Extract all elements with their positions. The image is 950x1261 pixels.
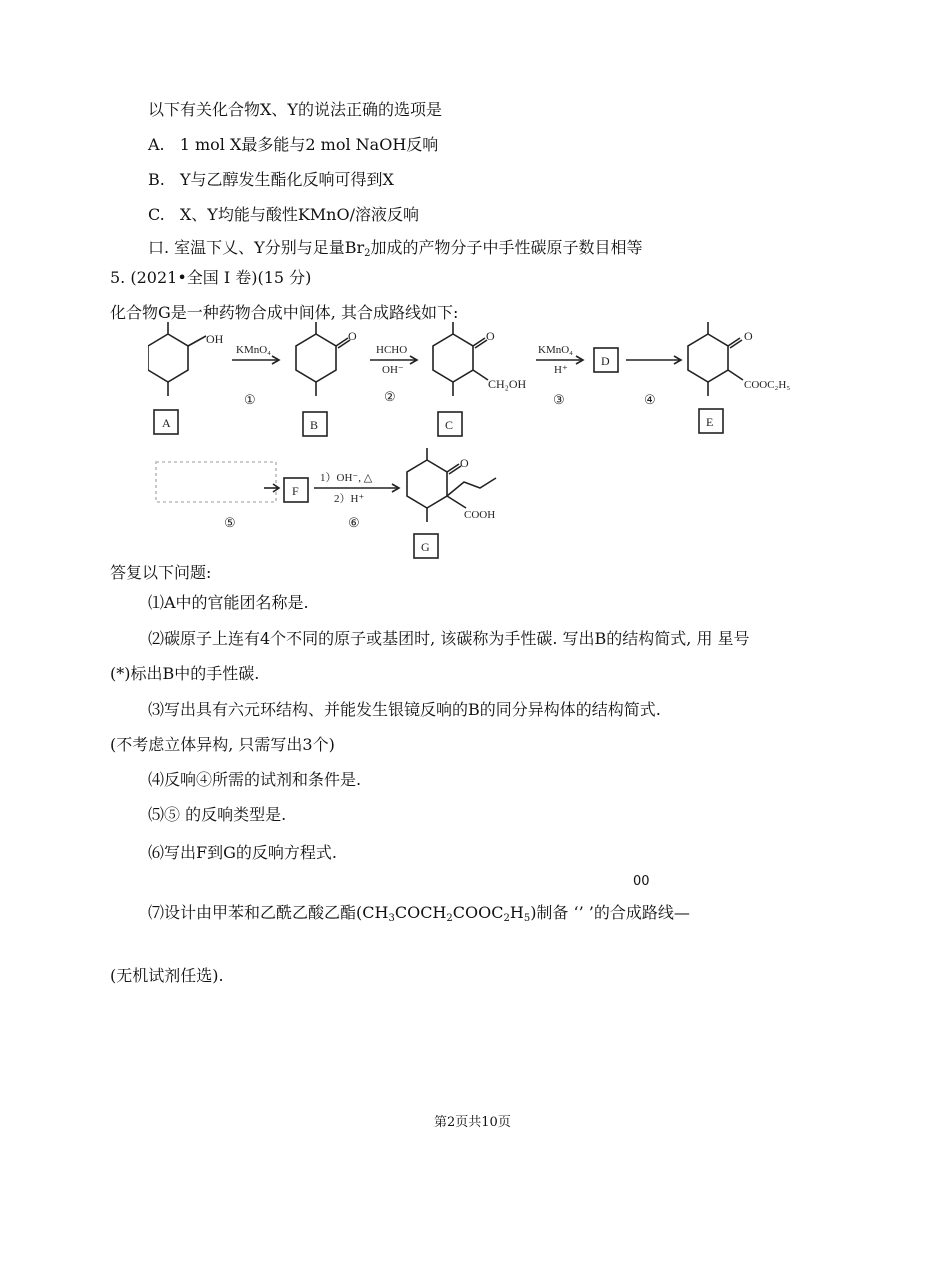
sub-question-2-cont: (*)标出B中的手性碳. [110,664,260,683]
faded-reagent-box [156,462,276,502]
reagent-6-top: 1）OH⁻, △ [320,472,373,484]
compound-f-label: F [292,484,299,498]
compound-e-structure [688,322,743,396]
target-structure-fragment: 00 [633,874,650,889]
sub-question-7-cont: (无机试剂任选). [110,966,224,985]
sub-question-7: ⑺设计由甲苯和乙酰乙酸乙酯$(CH_3COCH_2COOC_2H_5)$制备 ‘’ ’的合成路线— [148,903,690,924]
compound-a-structure [148,322,206,396]
compound-a-label: A [162,416,171,430]
option-letter: B. [148,170,165,189]
reagent-2-top: HCHO [376,344,408,356]
compound-c-label: C [445,418,454,432]
hydroxyl-label: OH [206,332,224,346]
sub-question-5: ⑸⑤ 的反响类型是. [148,805,287,824]
option-letter: A. [148,135,165,154]
q4-option-b [148,170,394,190]
ch2oh-label: CH₂OH [488,377,527,391]
step-2-label: ② [384,389,396,404]
q4-option-c [148,205,419,225]
synthesis-scheme [148,322,808,562]
compound-c-structure [433,322,488,396]
q5-header: 5. (2021•全国 I 卷)(15 分) [110,268,312,287]
reagent-3-top: KMnO₄ [538,344,574,356]
compound-b-label: B [310,418,319,432]
sub-question-6: ⑹写出F到G的反响方程式. [148,843,337,862]
option-letter: C. [148,205,165,224]
step-3-label: ③ [553,392,565,407]
sub-question-2: ⑵碳原子上连有4个不同的原子或基团时, 该碳称为手性碳. 写出B的结构简式, 用 星号 [148,629,750,648]
step-5-label: ⑤ [224,515,236,530]
step-4-label: ④ [644,392,656,407]
step-1-label: ① [244,392,256,407]
carbonyl-o-b: O [348,329,357,343]
sub-question-4: ⑷反响④所需的试剂和条件是. [148,770,362,789]
reagent-3-bottom: H⁺ [554,364,568,376]
q4-option-d: 口. 室温下乂、Y分别与足量$Br_2$加成的产物分子中手性碳原子数目相等 [148,238,643,259]
q4-option-a [148,135,438,155]
reagent-2-bottom: OH⁻ [382,364,404,376]
compound-g-label: G [421,540,430,554]
carbonyl-o-g: O [460,456,469,470]
option-text: Y与乙醇发生酯化反响可得到X [179,170,394,189]
ester-label: COOC₂H₅ [744,379,791,391]
q4-stem: 以下有关化合物X、Y的说法正确的选项是 [148,100,442,119]
reagent-6-bottom: 2）H⁺ [334,493,365,505]
carbonyl-o-e: O [744,329,753,343]
compound-d-label: D [601,354,610,368]
cooh-label: COOH [464,509,496,521]
carbonyl-o-c: O [486,329,495,343]
page-footer: 第2页共10页 [434,1115,511,1130]
compound-e-label: E [706,415,714,429]
sub-question-3: ⑶写出具有六元环结构、并能发生银镜反响的B的同分异构体的结构简式. [148,700,661,719]
sub-question-1: ⑴A中的官能团名称是. [148,593,309,612]
step-6-label: ⑥ [348,515,360,530]
option-text: X、Y均能与酸性KMnO/溶液反响 [179,205,419,224]
answer-prompt: 答复以下问题: [110,563,212,582]
sub-question-3-cont: (不考虑立体异构, 只需写出3个) [110,735,335,754]
option-text: 1 mol X最多能与2 mol NaOH反响 [179,135,439,154]
reagent-1-top: KMnO₄ [236,344,272,356]
compound-b-structure [296,322,350,396]
q5-intro: 化合物G是一种药物合成中间体, 其合成路线如下: [110,303,459,322]
